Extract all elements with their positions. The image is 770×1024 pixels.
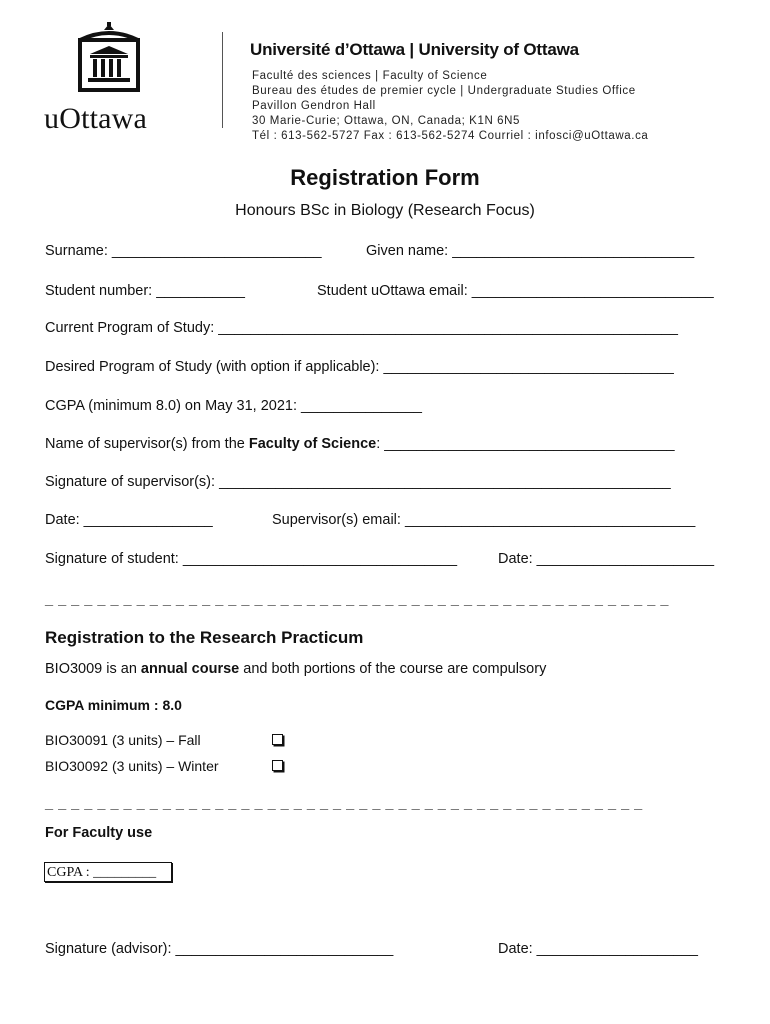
supervisor-email-field[interactable]: Supervisor(s) email: ____________________________________ bbox=[272, 512, 696, 528]
cgpa-minimum: CGPA minimum : 8.0 bbox=[45, 697, 182, 713]
course-fall-checkbox[interactable] bbox=[272, 734, 283, 745]
student-email-field[interactable]: Student uOttawa email: ______________________________ bbox=[317, 283, 714, 299]
date-field[interactable]: Date: ________________ bbox=[45, 512, 213, 528]
given-name-field[interactable]: Given name: ______________________________ bbox=[366, 243, 695, 259]
cgpa-field[interactable]: CGPA (minimum 8.0) on May 31, 2021: _______________ bbox=[45, 398, 422, 414]
course-fall-label: BIO30091 (3 units) – Fall bbox=[45, 732, 201, 748]
address-line-2: Bureau des études de premier cycle | Undergraduate Studies Office bbox=[252, 85, 636, 97]
supervisor-name-prefix: Name of supervisor(s) from the bbox=[45, 436, 249, 452]
logo-wordmark: uOttawa bbox=[44, 102, 148, 135]
advisor-signature-field[interactable]: Signature (advisor): ___________________________ bbox=[45, 941, 394, 957]
course-winter-label: BIO30092 (3 units) – Winter bbox=[45, 758, 219, 774]
address-line-4: 30 Marie-Curie; Ottawa, ON, Canada; K1N 6N5 bbox=[252, 115, 521, 127]
faculty-cgpa-box[interactable]: CGPA : _________ bbox=[44, 862, 172, 882]
desired-program-field[interactable]: Desired Program of Study (with option if applicable): ____________________________________ bbox=[45, 359, 674, 375]
supervisor-name-suffix: : ____________________________________ bbox=[376, 436, 675, 452]
supervisor-name-bold: Faculty of Science bbox=[248, 436, 377, 452]
separator-line-2: _ _ _ _ _ _ _ _ _ _ _ _ _ _ _ _ _ _ _ _ _ _ _ _ _ _ _ _ _ _ _ _ _ _ _ _ _ _ _ _ _ _ _ _ _ _ bbox=[45, 796, 643, 812]
university-name: Université d’Ottawa | University of Ottawa bbox=[250, 40, 579, 59]
current-program-field[interactable]: Current Program of Study: _________________________________________________________ bbox=[45, 320, 678, 336]
address-line-3: Pavillon Gendron Hall bbox=[252, 100, 376, 112]
practicum-heading: Registration to the Research Practicum bbox=[45, 628, 364, 647]
desc-suffix: and both portions of the course are compulsory bbox=[239, 661, 547, 677]
uottawa-logo bbox=[44, 22, 174, 142]
student-signature-field[interactable]: Signature of student: __________________________________ bbox=[45, 551, 458, 567]
student-number-field[interactable]: Student number: ___________ bbox=[45, 283, 245, 299]
supervisor-name-field[interactable] bbox=[45, 436, 675, 452]
faculty-use-heading: For Faculty use bbox=[45, 825, 153, 841]
student-date-field[interactable]: Date: ______________________ bbox=[498, 551, 715, 567]
separator-line: _ _ _ _ _ _ _ _ _ _ _ _ _ _ _ _ _ _ _ _ _ _ _ _ _ _ _ _ _ _ _ _ _ _ _ _ _ _ _ _ _ _ _ _ _ _ _ _ bbox=[45, 592, 669, 608]
advisor-date-field[interactable]: Date: ____________________ bbox=[498, 941, 698, 957]
desc-bold: annual course bbox=[140, 661, 240, 677]
header-divider bbox=[222, 32, 223, 128]
page-title: Registration Form bbox=[290, 165, 480, 190]
university-building-icon bbox=[74, 22, 144, 94]
surname-field[interactable]: Surname: __________________________ bbox=[45, 243, 322, 259]
address-line-5: Tél : 613-562-5727 Fax : 613-562-5274 Courriel : infosci@uOttawa.ca bbox=[252, 130, 649, 142]
course-winter-checkbox[interactable] bbox=[272, 760, 283, 771]
practicum-description bbox=[45, 661, 546, 677]
supervisor-signature-field[interactable]: Signature of supervisor(s): ________________________________________________________ bbox=[45, 474, 671, 490]
address-line-1: Faculté des sciences | Faculty of Science bbox=[252, 70, 488, 82]
page-subtitle: Honours BSc in Biology (Research Focus) bbox=[235, 202, 535, 219]
desc-prefix: BIO3009 is an bbox=[45, 661, 141, 677]
